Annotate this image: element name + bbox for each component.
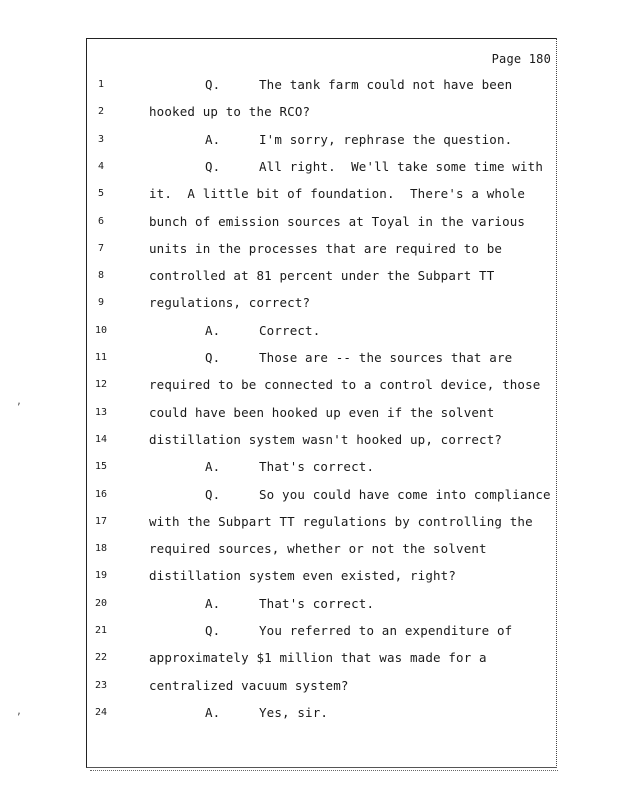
- line-number: 21: [94, 625, 108, 636]
- transcript-line: [149, 241, 559, 256]
- line-text: distillation system wasn't hooked up, correct?: [149, 431, 503, 447]
- line-number: 12: [94, 379, 108, 391]
- speaker-label: A.: [205, 459, 221, 475]
- speaker-label: A.: [205, 595, 221, 611]
- line-text: So you could have come into compliance: [259, 486, 551, 502]
- transcript-line: [149, 350, 559, 365]
- transcript-line: [149, 568, 559, 583]
- line-text: All right. We'll take some time with: [259, 158, 543, 174]
- transcript-line: [149, 186, 559, 201]
- line-number: 10: [94, 324, 108, 336]
- speaker-label: Q.: [205, 77, 221, 92]
- speaker-label: A.: [205, 322, 221, 338]
- line-number: 23: [94, 679, 108, 691]
- transcript-line: [149, 132, 559, 147]
- line-number: 5: [97, 188, 105, 200]
- speaker-label: A.: [205, 131, 221, 147]
- transcript-line: [149, 323, 559, 338]
- page-number: Page 180: [491, 52, 551, 66]
- line-text: could have been hooked up even if the solvent: [149, 404, 495, 420]
- footer-rule: [90, 770, 558, 771]
- line-text: hooked up to the RCO?: [149, 104, 311, 120]
- line-number: 3: [97, 133, 105, 145]
- line-text: controlled at 81 percent under the Subpart TT: [149, 268, 495, 284]
- line-number: 15: [94, 461, 108, 473]
- line-text: required to be connected to a control device, those: [149, 377, 541, 393]
- transcript-line: [149, 596, 559, 611]
- right-margin-rule: [556, 38, 557, 766]
- transcript-line: [149, 104, 559, 119]
- line-number: 22: [94, 652, 108, 664]
- line-number: 17: [94, 515, 108, 527]
- speaker-label: Q.: [205, 486, 221, 502]
- transcript-page: [86, 38, 557, 768]
- transcript-line: [149, 623, 559, 638]
- line-number: 4: [97, 160, 105, 172]
- line-text: That's correct.: [259, 459, 375, 475]
- line-number: 1: [97, 79, 105, 90]
- line-text: bunch of emission sources at Toyal in the various: [149, 213, 526, 229]
- speaker-label: A.: [205, 704, 221, 720]
- line-text: The tank farm could not have been: [259, 77, 513, 92]
- line-number: 14: [94, 433, 108, 445]
- line-text: Yes, sir.: [259, 704, 329, 720]
- transcript-line: [149, 268, 559, 283]
- line-text: I'm sorry, rephrase the question.: [259, 131, 513, 147]
- line-text: Correct.: [259, 322, 321, 338]
- transcript-line: [149, 678, 559, 693]
- line-text: it. A little bit of foundation. There's a whole: [149, 186, 526, 202]
- line-text: approximately $1 million that was made for a: [149, 650, 487, 666]
- line-number: 18: [94, 543, 108, 555]
- scan-speck: ‚: [16, 396, 23, 407]
- line-text: That's correct.: [259, 595, 375, 611]
- line-number: 9: [97, 297, 105, 309]
- transcript-line: [149, 214, 559, 229]
- transcript-line: [149, 705, 559, 720]
- speaker-label: Q.: [205, 350, 221, 365]
- line-number: 7: [97, 242, 105, 254]
- line-number: 24: [94, 706, 108, 718]
- line-number: 2: [97, 106, 105, 118]
- line-text: regulations, correct?: [149, 295, 311, 311]
- line-text: Those are -- the sources that are: [259, 350, 513, 365]
- line-number: 20: [94, 597, 108, 609]
- line-number: 8: [97, 270, 105, 282]
- transcript-line: [149, 77, 559, 92]
- line-number: 19: [94, 570, 108, 582]
- scan-speck: ‚: [16, 706, 23, 717]
- transcript-line: [149, 514, 559, 529]
- line-text: required sources, whether or not the solvent: [149, 541, 487, 557]
- line-number: 16: [94, 488, 108, 500]
- transcript-line: [149, 295, 559, 310]
- line-text: units in the processes that are required to be: [149, 240, 503, 256]
- transcript-line: [149, 405, 559, 420]
- transcript-line: [149, 377, 559, 392]
- line-text: distillation system even existed, right?: [149, 568, 457, 584]
- line-text: centralized vacuum system?: [149, 677, 349, 693]
- transcript-line: [149, 487, 559, 502]
- line-number: 13: [94, 406, 108, 418]
- transcript-line: [149, 432, 559, 447]
- speaker-label: Q.: [205, 158, 221, 174]
- line-number: 6: [97, 215, 105, 227]
- transcript-line: [149, 650, 559, 665]
- line-number: 11: [94, 352, 108, 363]
- speaker-label: Q.: [205, 623, 221, 638]
- line-text: You referred to an expenditure of: [259, 623, 513, 638]
- transcript-line: [149, 541, 559, 556]
- line-text: with the Subpart TT regulations by controlling the: [149, 513, 533, 529]
- transcript-line: [149, 159, 559, 174]
- transcript-line: [149, 459, 559, 474]
